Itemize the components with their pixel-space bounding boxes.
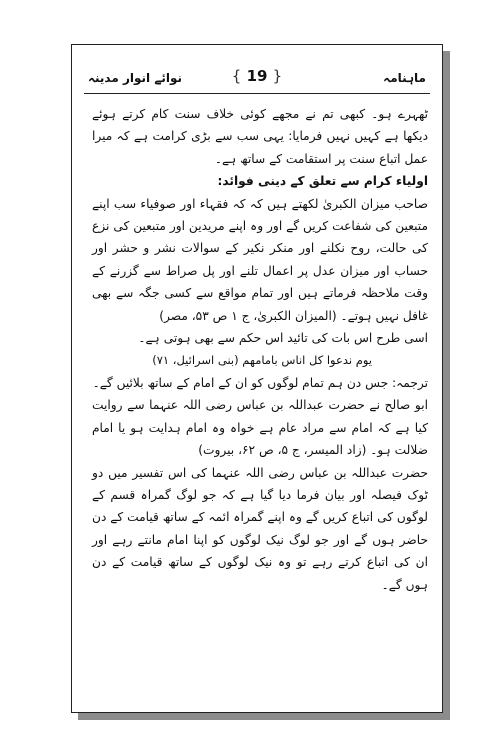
page-number: { 19 }: [231, 67, 283, 85]
magazine-label: ماہنامہ: [383, 71, 426, 85]
paragraph: صاحب میزان الکبریٰ لکھتے ہیں کہ کہ فقہاء اور صوفیاء سب اپنے متبعین کی شفاعت کریں گے اور وہ اپنے مریدین اور متبعین کی نزع کی حالت، روح نکلنے اور منکر نکیر کے سوالات نشر و حشر اور حساب اور میزان عدل پر اعمال تلنے اور پل صراط سے گزرنے کے وقت ملاحظہ فرماتے ہیں اور تمام مواقع سے کسی جگہ سے بھی غافل نہیں ہوتے۔ (المیزان الکبریٰ، ج ۱ ص ۵۳، مصر): [92, 196, 428, 323]
page-number-value: 19: [246, 67, 268, 85]
magazine-page: [71, 44, 443, 713]
paragraph: ترجمہ: جس دن ہم تمام لوگوں کو ان کے امام کے ساتھ بلائیں گے۔: [92, 375, 428, 390]
paragraph: حضرت عبداللہ بن عباس رضی اللہ عنہما کی اس تفسیر میں دو ٹوک فیصلہ اور بیان فرما دیا گیا ہے کہ جو لوگ گمراہ قسم کے لوگوں کی اتباع کریں گے وہ اپنے گمراہ ائمہ کے ساتھ قیامت کے دن حاضر ہوں گے اور جو لوگ نیک لوگوں کو اپنا امام مانتے رہے اور ان کی اتباع کرتے رہے تو وہ نیک لوگوں کے ساتھ قیامت کے دن ہوں گے۔: [92, 465, 428, 592]
paragraph: ٹھہرے ہو۔ کبھی تم نے مجھے کوئی خلاف سنت کام کرتے ہوئے دیکھا ہے کہیں نہیں فرمایا: یہی سب سے بڑی کرامت ہے کہ میرا عمل اتباع سنت پر استقامت کے ساتھ ہے۔: [92, 107, 428, 166]
quran-verse: یوم ندعوا کل اناس بامامھم (بنی اسرائیل، ۷۱): [152, 353, 372, 368]
paragraph: اسی طرح اس بات کی تائید اس حکم سے بھی ہوتی ہے۔: [138, 331, 428, 346]
magazine-title: نوائے انوار مدینہ: [88, 71, 182, 85]
section-heading: اولیاء کرام سے تعلق کے دینی فوائد:: [217, 174, 428, 189]
paragraph: ابو صالح نے حضرت عبداللہ بن عباس رضی اللہ عنہما سے روایت کیا ہے کہ امام سے مراد عام ہے خواہ وہ امام ہدایت ہو یا امام ضلالت ہو۔ (زاد المیسر، ج ۵، ص ۶۲، بیروت): [92, 398, 428, 458]
page-header: [84, 67, 430, 91]
header-rule: [84, 93, 430, 94]
article-body: [92, 103, 428, 596]
